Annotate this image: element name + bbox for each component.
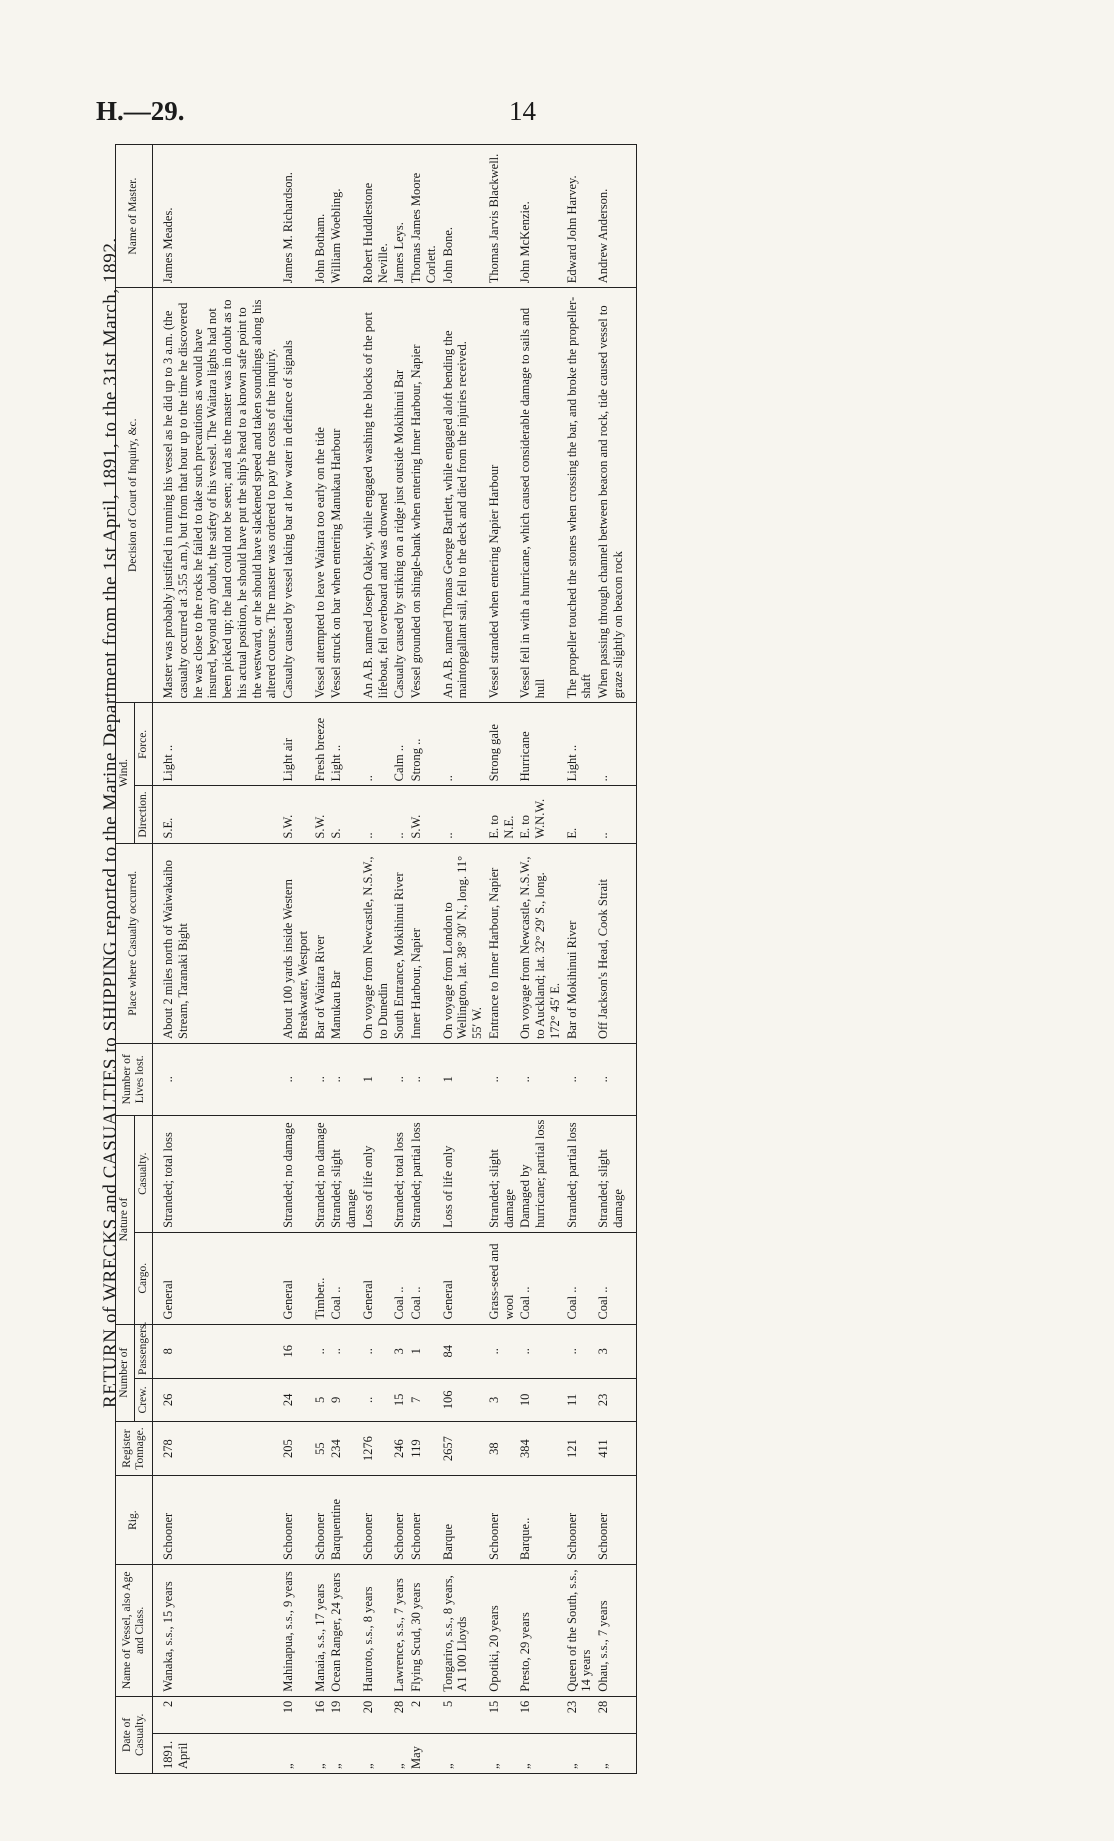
header-wind: Wind. xyxy=(116,703,135,843)
header-nature-of: Nature of xyxy=(116,1115,135,1324)
header-row-top xyxy=(116,145,135,1774)
cell-rig: Barquentine xyxy=(328,1476,360,1565)
cell-master: Thomas Jarvis Blackwell. xyxy=(486,145,518,288)
cell-tonnage: 1276 xyxy=(360,1421,392,1475)
cell-place: Bar of Mokihinui River xyxy=(564,843,596,1043)
cell-rig: Schooner xyxy=(408,1476,440,1565)
cell-master: James Leys. xyxy=(391,145,408,288)
cell-wind-force: .. xyxy=(595,703,636,786)
header-master: Name of Master. xyxy=(116,145,153,288)
cell-casualty: Stranded; partial loss xyxy=(564,1115,596,1232)
document-reference: H.—29. xyxy=(96,96,185,126)
cell-cargo: Coal .. xyxy=(595,1232,636,1324)
cell-tonnage: 205 xyxy=(280,1421,312,1475)
table-row xyxy=(153,145,281,1774)
cell-crew: 7 xyxy=(408,1378,440,1421)
cell-passengers: .. xyxy=(312,1324,329,1378)
cell-crew: 106 xyxy=(440,1378,486,1421)
cell-tonnage: 411 xyxy=(595,1421,636,1475)
cell-wind-force: Light .. xyxy=(153,703,281,786)
table-row xyxy=(486,145,518,1774)
header-lives: Number of Lives lost. xyxy=(116,1043,153,1115)
header-tonnage: Register Tonnage. xyxy=(116,1421,153,1475)
cell-lives: .. xyxy=(153,1043,281,1115)
cell-decision: Vessel struck on bar when entering Manukau Harbour xyxy=(328,288,360,703)
cell-month: „ xyxy=(360,1733,392,1773)
cell-place: On voyage from Newcastle, N.S.W., to Auckland; lat. 32° 29′ S., long. 172° 45′ E. xyxy=(517,843,563,1043)
cell-day: 2 xyxy=(153,1696,281,1733)
cell-wind-force: .. xyxy=(360,703,392,786)
cell-wind-direction: S.W. xyxy=(280,786,312,843)
cell-master: Robert Huddlestone Neville. xyxy=(360,145,392,288)
cell-casualty: Stranded; slight damage xyxy=(595,1115,636,1232)
cell-master: John McKenzie. xyxy=(517,145,563,288)
cell-passengers: 3 xyxy=(595,1324,636,1378)
cell-vessel: Flying Scud, 30 years xyxy=(408,1565,440,1697)
cell-cargo: General xyxy=(153,1232,281,1324)
cell-place: On voyage from London to Wellington, lat. 38° 30′ N., long. 11° 55′ W. xyxy=(440,843,486,1043)
cell-tonnage: 246 xyxy=(391,1421,408,1475)
cell-place: Entrance to Inner Harbour, Napier xyxy=(486,843,518,1043)
cell-crew: 3 xyxy=(486,1378,518,1421)
cell-casualty: Loss of life only xyxy=(360,1115,392,1232)
cell-tonnage: 384 xyxy=(517,1421,563,1475)
cell-decision: The propeller touched the stones when crossing the bar, and broke the propeller-shaft xyxy=(564,288,596,703)
cell-tonnage: 2657 xyxy=(440,1421,486,1475)
cell-month: „ xyxy=(517,1733,563,1773)
table-row xyxy=(391,145,408,1774)
cell-day: 23 xyxy=(564,1696,596,1733)
cell-decision: Vessel fell in with a hurricane, which caused considerable damage to sails and hull xyxy=(517,288,563,703)
cell-vessel: Queen of the South, s.s., 14 years xyxy=(564,1565,596,1697)
cell-cargo: Grass-seed and wool xyxy=(486,1232,518,1324)
cell-lives: .. xyxy=(408,1043,440,1115)
cell-lives: 1 xyxy=(360,1043,392,1115)
cell-master: William Woebling. xyxy=(328,145,360,288)
cell-decision: When passing through channel between beacon and rock, tide caused vessel to graze slightly on beacon rock xyxy=(595,288,636,703)
cell-tonnage: 38 xyxy=(486,1421,518,1475)
document-title: RETURN of WRECKS and CASUALTIES to SHIPPING reported to the Marine Department from the 1st April, 1891, to the 31st March, 1892. xyxy=(100,237,121,1408)
cell-cargo: Coal .. xyxy=(517,1232,563,1324)
cell-vessel: Tongariro, s.s., 8 years, A1 100 Lloyds xyxy=(440,1565,486,1697)
cell-place: South Entrance, Mokihinui River xyxy=(391,843,408,1043)
cell-rig: Schooner xyxy=(595,1476,636,1565)
cell-crew: 10 xyxy=(517,1378,563,1421)
cell-passengers: .. xyxy=(517,1324,563,1378)
cell-place: Off Jackson's Head, Cook Strait xyxy=(595,843,636,1043)
cell-lives: .. xyxy=(391,1043,408,1115)
cell-tonnage: 278 xyxy=(153,1421,281,1475)
cell-wind-direction: S.W. xyxy=(408,786,440,843)
header-passengers: Passengers. xyxy=(134,1324,153,1378)
cell-crew: 9 xyxy=(328,1378,360,1421)
returns-table-wrapper xyxy=(115,144,637,1774)
cell-cargo: Timber.. xyxy=(312,1232,329,1324)
cell-wind-force: Calm .. xyxy=(391,703,408,786)
header-direction: Direction. xyxy=(134,786,153,843)
table-row xyxy=(517,145,563,1774)
cell-wind-direction: .. xyxy=(440,786,486,843)
cell-master: John Bone. xyxy=(440,145,486,288)
cell-month: „ xyxy=(564,1733,596,1773)
header-vessel: Name of Vessel, also Age and Class. xyxy=(116,1565,153,1697)
cell-tonnage: 234 xyxy=(328,1421,360,1475)
cell-rig: Schooner xyxy=(360,1476,392,1565)
cell-day: 10 xyxy=(280,1696,312,1733)
cell-passengers: .. xyxy=(328,1324,360,1378)
cell-casualty: Stranded; slight damage xyxy=(486,1115,518,1232)
cell-master: John Botham. xyxy=(312,145,329,288)
cell-rig: Barque xyxy=(440,1476,486,1565)
cell-wind-direction: .. xyxy=(595,786,636,843)
cell-casualty: Stranded; no damage xyxy=(280,1115,312,1232)
cell-day: 28 xyxy=(595,1696,636,1733)
header-cargo: Cargo. xyxy=(134,1232,153,1324)
cell-day: 28 xyxy=(391,1696,408,1733)
cell-month: „ xyxy=(391,1733,408,1773)
cell-month: „ xyxy=(486,1733,518,1773)
cell-rig: Barque.. xyxy=(517,1476,563,1565)
table-row xyxy=(595,145,636,1774)
cell-casualty: Stranded; slight damage xyxy=(328,1115,360,1232)
cell-crew: 11 xyxy=(564,1378,596,1421)
cell-vessel: Opotiki, 20 years xyxy=(486,1565,518,1697)
cell-place: On voyage from Newcastle, N.S.W., to Dunedin xyxy=(360,843,392,1043)
cell-rig: Schooner xyxy=(153,1476,281,1565)
cell-cargo: Coal .. xyxy=(328,1232,360,1324)
cell-vessel: Lawrence, s.s., 7 years xyxy=(391,1565,408,1697)
cell-day: 20 xyxy=(360,1696,392,1733)
cell-wind-force: Light air xyxy=(280,703,312,786)
cell-casualty: Damaged by hurricane; partial loss xyxy=(517,1115,563,1232)
cell-decision: Vessel grounded on shingle-bank when entering Inner Harbour, Napier xyxy=(408,288,440,703)
cell-passengers: 16 xyxy=(280,1324,312,1378)
cell-lives: 1 xyxy=(440,1043,486,1115)
cell-wind-force: Hurricane xyxy=(517,703,563,786)
header-decision: Decision of Court of Inquiry, &c. xyxy=(116,288,153,703)
cell-vessel: Presto, 29 years xyxy=(517,1565,563,1697)
cell-month: „ xyxy=(595,1733,636,1773)
header-crew: Crew. xyxy=(134,1378,153,1421)
cell-master: Thomas James Moore Corlett. xyxy=(408,145,440,288)
cell-month: „ xyxy=(280,1733,312,1773)
table-row xyxy=(280,145,312,1774)
cell-passengers: 1 xyxy=(408,1324,440,1378)
cell-month: „ xyxy=(312,1733,329,1773)
header-rig: Rig. xyxy=(116,1476,153,1565)
cell-passengers: 3 xyxy=(391,1324,408,1378)
cell-decision: Vessel attempted to leave Waitara too early on the tide xyxy=(312,288,329,703)
cell-tonnage: 119 xyxy=(408,1421,440,1475)
header-casualty: Casualty. xyxy=(134,1115,153,1232)
cell-master: James M. Richardson. xyxy=(280,145,312,288)
cell-decision: Casualty caused by vessel taking bar at low water in defiance of signals xyxy=(280,288,312,703)
cell-crew: 15 xyxy=(391,1378,408,1421)
cell-lives: .. xyxy=(312,1043,329,1115)
cell-passengers: .. xyxy=(564,1324,596,1378)
cell-wind-direction: E. xyxy=(564,786,596,843)
cell-day: 2 xyxy=(408,1696,440,1733)
page-number: 14 xyxy=(509,96,536,126)
cell-wind-force: Light .. xyxy=(564,703,596,786)
cell-decision: An A.B. named Thomas George Bartlett, while engaged aloft bending the maintopgallant sail, fell to the deck and died from the injuries received. xyxy=(440,288,486,703)
cell-rig: Schooner xyxy=(280,1476,312,1565)
cell-rig: Schooner xyxy=(391,1476,408,1565)
cell-place: About 2 miles north of Waiwakaiho Stream, Taranaki Bight xyxy=(153,843,281,1043)
cell-decision: Casualty caused by striking on a ridge just outside Mokihinui Bar xyxy=(391,288,408,703)
cell-passengers: .. xyxy=(360,1324,392,1378)
cell-crew: 23 xyxy=(595,1378,636,1421)
cell-lives: .. xyxy=(595,1043,636,1115)
cell-wind-direction: S. xyxy=(328,786,360,843)
cell-wind-force: Fresh breeze xyxy=(312,703,329,786)
cell-passengers: 8 xyxy=(153,1324,281,1378)
cell-month: 1891. April xyxy=(153,1733,281,1773)
cell-casualty: Stranded; partial loss xyxy=(408,1115,440,1232)
cell-wind-force: Strong .. xyxy=(408,703,440,786)
table-row xyxy=(328,145,360,1774)
cell-master: James Meades. xyxy=(153,145,281,288)
cell-cargo: Coal .. xyxy=(564,1232,596,1324)
cell-cargo: Coal .. xyxy=(408,1232,440,1324)
cell-casualty: Stranded; total loss xyxy=(153,1115,281,1232)
cell-decision: Master was probably justified in running his vessel as he did up to 3 a.m. (the casualty occurred at 3.55 a.m.), but from that hour up to the time he discovered he was close to the rocks he failed to take such precautions as would have insured, beyond any doubt, the safety of his vessel. The Waitara lights had not been picked up; the land could not be seen; and as the master was in doubt as to his actual position, he should have put the ship's head to a known safe point to the westward, or he should have slackened speed and taken soundings along his altered course. The master was ordered to pay the costs of the inquiry. xyxy=(153,288,281,703)
header-place: Place where Casualty occurred. xyxy=(116,843,153,1043)
cell-rig: Schooner xyxy=(312,1476,329,1565)
cell-passengers: .. xyxy=(486,1324,518,1378)
cell-wind-direction: .. xyxy=(391,786,408,843)
cell-lives: .. xyxy=(517,1043,563,1115)
cell-cargo: General xyxy=(360,1232,392,1324)
cell-vessel: Manaia, s.s., 17 years xyxy=(312,1565,329,1697)
cell-casualty: Stranded; total loss xyxy=(391,1115,408,1232)
cell-month: „ xyxy=(328,1733,360,1773)
returns-table xyxy=(115,144,637,1774)
cell-master: Andrew Anderson. xyxy=(595,145,636,288)
cell-cargo: General xyxy=(440,1232,486,1324)
cell-master: Edward John Harvey. xyxy=(564,145,596,288)
cell-tonnage: 121 xyxy=(564,1421,596,1475)
cell-wind-force: .. xyxy=(440,703,486,786)
cell-crew: 5 xyxy=(312,1378,329,1421)
cell-month: May xyxy=(408,1733,440,1773)
cell-day: 19 xyxy=(328,1696,360,1733)
cell-tonnage: 55 xyxy=(312,1421,329,1475)
header-date: Date of Casualty. xyxy=(116,1696,153,1773)
cell-place: Inner Harbour, Napier xyxy=(408,843,440,1043)
cell-rig: Schooner xyxy=(486,1476,518,1565)
cell-passengers: 84 xyxy=(440,1324,486,1378)
cell-rig: Schooner xyxy=(564,1476,596,1565)
cell-wind-direction: E. to W.N.W. xyxy=(517,786,563,843)
cell-lives: .. xyxy=(564,1043,596,1115)
cell-lives: .. xyxy=(280,1043,312,1115)
header-number-of: Number of xyxy=(116,1324,135,1421)
cell-wind-direction: .. xyxy=(360,786,392,843)
header-force: Force. xyxy=(134,703,153,786)
cell-day: 16 xyxy=(312,1696,329,1733)
page-header xyxy=(96,96,536,127)
cell-cargo: Coal .. xyxy=(391,1232,408,1324)
table-row xyxy=(360,145,392,1774)
cell-wind-direction: E. to N.E. xyxy=(486,786,518,843)
cell-day: 5 xyxy=(440,1696,486,1733)
cell-wind-force: Light .. xyxy=(328,703,360,786)
cell-lives: .. xyxy=(486,1043,518,1115)
cell-cargo: General xyxy=(280,1232,312,1324)
cell-vessel: Mahinapua, s.s., 9 years xyxy=(280,1565,312,1697)
cell-vessel: Ohau, s.s., 7 years xyxy=(595,1565,636,1697)
cell-day: 15 xyxy=(486,1696,518,1733)
cell-wind-direction: S.E. xyxy=(153,786,281,843)
table-body xyxy=(153,145,637,1774)
cell-crew: 24 xyxy=(280,1378,312,1421)
cell-vessel: Ocean Ranger, 24 years xyxy=(328,1565,360,1697)
cell-place: Bar of Waitara River xyxy=(312,843,329,1043)
cell-vessel: Hauroto, s.s., 8 years xyxy=(360,1565,392,1697)
cell-decision: Vessel stranded when entering Napier Harbour xyxy=(486,288,518,703)
cell-crew: .. xyxy=(360,1378,392,1421)
table-row xyxy=(440,145,486,1774)
table-row xyxy=(408,145,440,1774)
cell-wind-force: Strong gale xyxy=(486,703,518,786)
table-row xyxy=(312,145,329,1774)
cell-vessel: Wanaka, s.s., 15 years xyxy=(153,1565,281,1697)
cell-place: About 100 yards inside Western Breakwater, Westport xyxy=(280,843,312,1043)
cell-place: Manukau Bar xyxy=(328,843,360,1043)
cell-decision: An A.B. named Joseph Oakley, while engaged washing the blocks of the port lifeboat, fell overboard and was drowned xyxy=(360,288,392,703)
cell-casualty: Loss of life only xyxy=(440,1115,486,1232)
cell-casualty: Stranded; no damage xyxy=(312,1115,329,1232)
cell-wind-direction: S.W. xyxy=(312,786,329,843)
cell-crew: 26 xyxy=(153,1378,281,1421)
table-row xyxy=(564,145,596,1774)
cell-day: 16 xyxy=(517,1696,563,1733)
cell-lives: .. xyxy=(328,1043,360,1115)
cell-month: „ xyxy=(440,1733,486,1773)
